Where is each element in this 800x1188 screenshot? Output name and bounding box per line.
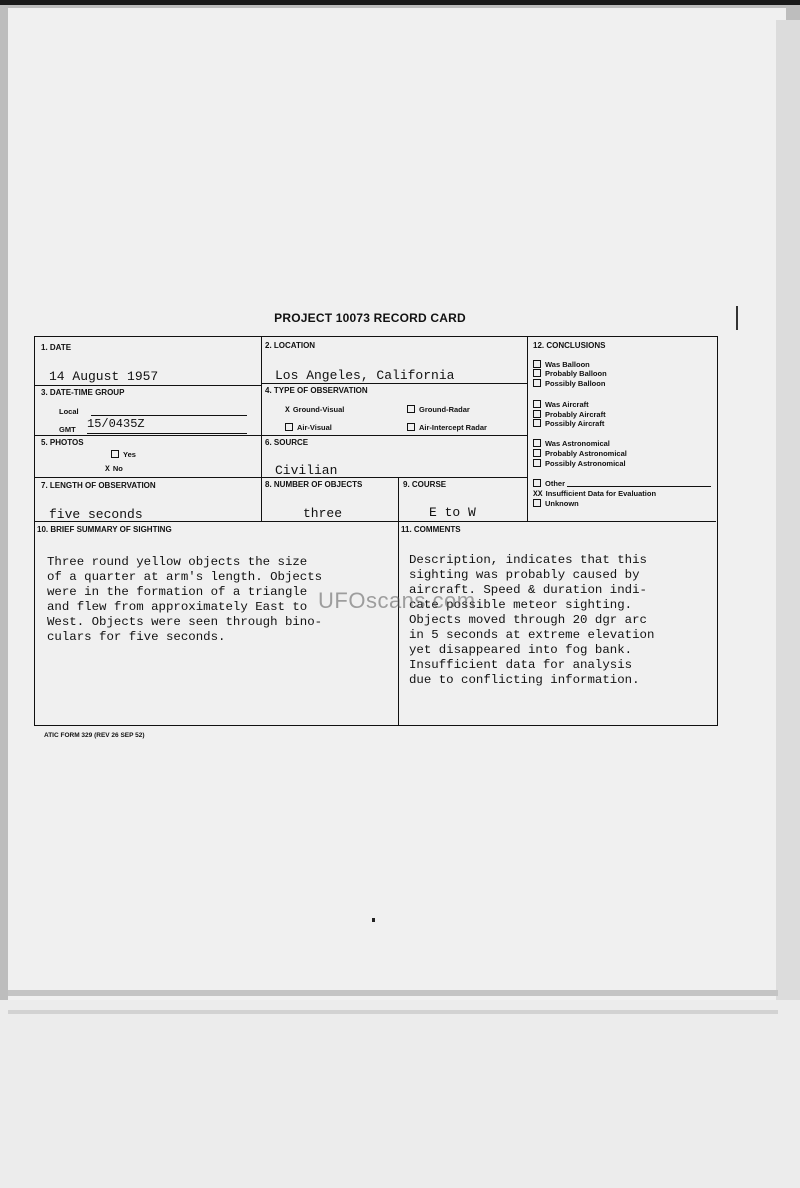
comments-line: yet disappeared into fog bank.	[409, 643, 633, 657]
comments-line: due to conflicting information.	[409, 673, 640, 687]
conclusion-item	[533, 360, 590, 369]
option-air-visual	[285, 423, 332, 432]
record-card	[34, 336, 718, 726]
comments-line: in 5 seconds at extreme elevation	[409, 628, 655, 642]
length-value: five seconds	[49, 507, 143, 522]
source-value: Civilian	[275, 463, 338, 478]
checkbox	[111, 450, 119, 458]
location-value: Los Angeles, California	[275, 368, 455, 383]
other-underline	[567, 486, 711, 487]
grid-line	[261, 337, 262, 521]
length-label: 7. LENGTH OF OBSERVATION	[41, 481, 156, 490]
card-title: PROJECT 10073 RECORD CARD	[274, 311, 466, 325]
conclusion-item	[533, 410, 606, 419]
paper-lower-area	[0, 1000, 800, 1188]
conclusions-section	[529, 337, 715, 521]
checkbox-mark: X	[285, 406, 290, 415]
summary-line: and flew from approximately East to	[47, 600, 308, 614]
conclusion-item-label: Insufficient Data for Evaluation	[545, 489, 657, 498]
grid-line	[35, 385, 261, 386]
conclusion-item	[533, 439, 610, 448]
photos-yes-label: Yes	[123, 450, 136, 459]
option-ground-visual	[285, 405, 344, 415]
comments-line: sighting was probably caused by	[409, 568, 640, 582]
conclusion-item	[533, 449, 627, 458]
conclusions-label: 12. CONCLUSIONS	[533, 341, 606, 350]
comments-line: Description, indicates that this	[409, 553, 647, 567]
course-value: E to W	[429, 505, 476, 520]
checkbox	[533, 360, 541, 368]
checkbox-mark: XX	[533, 490, 543, 499]
scan-right-strip	[776, 20, 800, 1000]
conclusion-item-label: Unknown	[545, 499, 579, 508]
checkbox	[533, 369, 541, 377]
photos-label: 5. PHOTOS	[41, 438, 84, 447]
conclusion-item	[533, 400, 589, 409]
gmt-label: GMT	[59, 425, 76, 434]
objects-label: 8. NUMBER OF OBJECTS	[265, 480, 363, 489]
summary-line: West. Objects were seen through bino-	[47, 615, 323, 629]
checkbox	[533, 419, 541, 427]
comments-line: Objects moved through 20 dgr arc	[409, 613, 647, 627]
photos-no-label: No	[112, 464, 123, 473]
conclusion-item	[533, 479, 565, 488]
observation-type-label: 4. TYPE OF OBSERVATION	[265, 386, 368, 395]
photos-yes	[111, 450, 136, 459]
comments-label: 11. COMMENTS	[401, 525, 461, 534]
checkbox	[533, 439, 541, 447]
checkbox	[533, 479, 541, 487]
option-ground-visual-label: Ground-Visual	[292, 405, 345, 414]
gmt-value: 15/0435Z	[87, 417, 145, 431]
summary-label: 10. BRIEF SUMMARY OF SIGHTING	[37, 525, 172, 534]
conclusion-item-label: Possibly Astronomical	[545, 459, 626, 468]
source-label: 6. SOURCE	[265, 438, 309, 447]
conclusion-item-selected	[533, 489, 656, 499]
checkbox-mark: X	[105, 465, 110, 474]
location-label: 2. LOCATION	[265, 341, 316, 350]
conclusion-item-label: Possibly Aircraft	[545, 419, 605, 428]
conclusion-item-label: Probably Balloon	[545, 369, 607, 378]
checkbox	[285, 423, 293, 431]
date-value: 14 August 1957	[49, 369, 159, 384]
checkbox	[407, 405, 415, 413]
scan-top-edge	[0, 0, 800, 5]
summary-line: were in the formation of a triangle	[47, 585, 308, 599]
checkbox	[533, 410, 541, 418]
watermark: UFOscans.com	[318, 588, 476, 613]
grid-line	[261, 383, 527, 384]
summary-line: Three round yellow objects the size	[47, 555, 308, 569]
conclusion-item-label: Was Astronomical	[545, 439, 610, 448]
comments-line: cate possible meteor sighting.	[409, 598, 633, 612]
local-underline	[91, 415, 247, 416]
checkbox	[533, 499, 541, 507]
summary-text	[47, 540, 322, 645]
option-air-intercept-radar-label: Air-Intercept Radar	[419, 423, 487, 432]
scan-fold-line	[8, 1010, 778, 1014]
scan-fold-line	[8, 990, 778, 996]
option-ground-radar-label: Ground-Radar	[419, 405, 470, 414]
course-label: 9. COURSE	[403, 480, 447, 489]
conclusion-item	[533, 459, 626, 468]
conclusion-item-label: Possibly Balloon	[545, 379, 606, 388]
checkbox	[533, 379, 541, 387]
conclusion-item	[533, 379, 605, 388]
checkbox	[533, 459, 541, 467]
objects-value: three	[303, 506, 343, 521]
scan-dot	[372, 918, 375, 922]
conclusion-item-label: Probably Astronomical	[545, 449, 627, 458]
summary-line: of a quarter at arm's length. Objects	[47, 570, 323, 584]
conclusion-item	[533, 369, 607, 378]
grid-line	[35, 435, 527, 436]
grid-line	[527, 337, 528, 521]
option-air-visual-label: Air-Visual	[297, 423, 332, 432]
option-ground-radar	[407, 405, 470, 414]
checkbox	[533, 449, 541, 457]
photos-no	[105, 464, 123, 474]
gmt-underline	[87, 433, 247, 434]
conclusion-item-label: Other	[545, 479, 566, 488]
option-air-intercept-radar	[407, 423, 487, 432]
comments-line: aircraft. Speed & duration indi-	[409, 583, 647, 597]
datetime-label: 3. DATE-TIME GROUP	[41, 388, 125, 397]
conclusion-item-label: Probably Aircraft	[545, 410, 606, 419]
summary-line: culars for five seconds.	[47, 630, 226, 644]
checkbox	[533, 400, 541, 408]
conclusion-item-label: Was Balloon	[545, 360, 590, 369]
form-id: ATIC FORM 329 (REV 26 SEP 52)	[44, 732, 145, 739]
checkbox	[407, 423, 415, 431]
conclusion-item	[533, 499, 579, 508]
local-label: Local	[59, 407, 79, 416]
date-label: 1. DATE	[41, 343, 72, 352]
conclusion-item-label: Was Aircraft	[545, 400, 589, 409]
comments-line: Insufficient data for analysis	[409, 658, 633, 672]
conclusion-item	[533, 419, 604, 428]
